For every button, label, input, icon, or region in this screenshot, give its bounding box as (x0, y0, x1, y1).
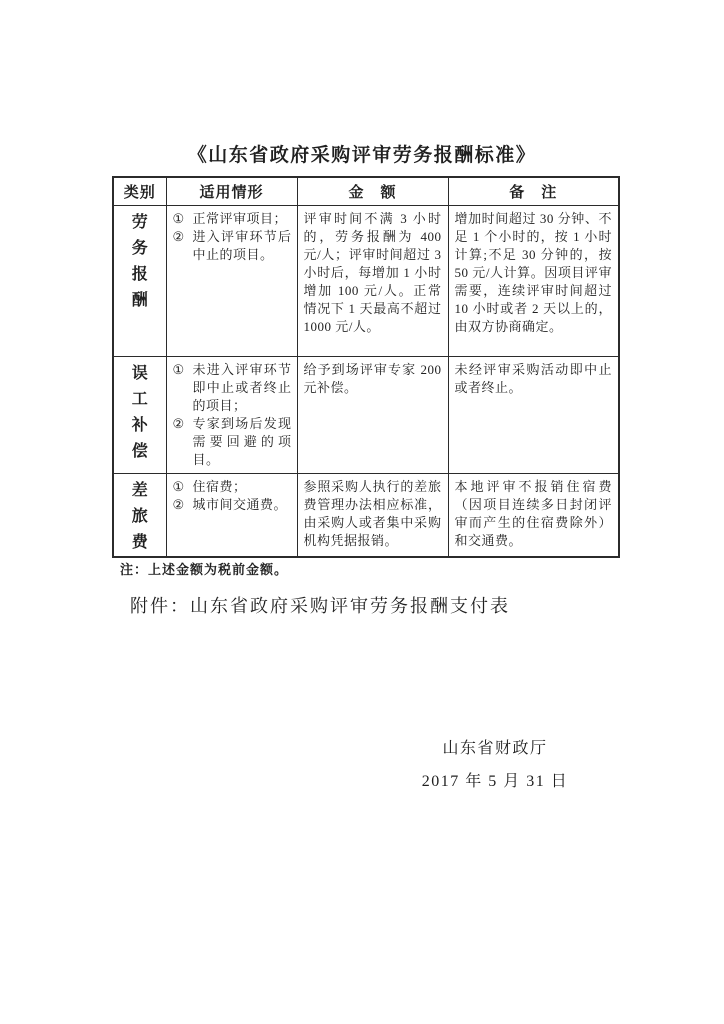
situation-marker: ② (172, 496, 185, 512)
attachment-line: 附件：山东省政府采购评审劳务报酬支付表 (130, 596, 510, 616)
category-char: 劳 (131, 213, 148, 231)
header-category: 类别 (113, 177, 166, 205)
remark-cell: 未经评审采购活动即中止或者终止。 (448, 356, 619, 473)
table-row (113, 473, 619, 557)
situation-marker: ① (172, 478, 185, 494)
amount-cell: 参照采购人执行的差旅费管理办法相应标准，由采购人或者集中采购机构凭据报销。 (297, 473, 448, 557)
header-situation: 适用情形 (166, 177, 297, 205)
situation-item (173, 228, 292, 264)
issue-date: 2017 年 5 月 31 日 (421, 773, 569, 790)
situation-cell (166, 473, 297, 557)
situation-text: 未进入评审环节即中止或者终止的项目； (192, 361, 292, 413)
situation-cell (166, 356, 297, 473)
situation-item (173, 210, 292, 228)
category-char: 差 (131, 481, 148, 499)
category-char: 务 (131, 239, 148, 257)
situation-text: 城市间交通费。 (192, 496, 288, 512)
situation-marker: ② (172, 228, 185, 244)
header-amount: 金 额 (297, 177, 448, 205)
situation-marker: ② (172, 415, 185, 431)
category-char: 误 (131, 364, 148, 382)
situation-marker: ① (172, 361, 185, 377)
amount-cell: 评审时间不满 3 小时的，劳务报酬为 400 元/人；评审时间超过 3 小时后，每增加 1 小时增加 100 元/人。正常情况下 1 天最高不超过 1000 元/人。 (297, 205, 448, 356)
category-cell (113, 205, 166, 356)
category-char: 报 (131, 265, 148, 283)
situation-item (173, 496, 292, 514)
remark-cell: 增加时间超过 30 分钟、不足 1 个小时的，按 1 小时计算;不足 30 分钟的，按 50 元/人计算。因项目评审需要，连续评审时间超过 10 小时或者 2 天以上的，由双方协商确定。 (448, 205, 619, 356)
table-body (113, 205, 619, 557)
category-char: 偿 (131, 442, 148, 460)
situation-item (173, 361, 292, 415)
category-char: 酬 (131, 291, 148, 309)
category-cell (113, 473, 166, 557)
document-title: 《山东省政府采购评审劳务报酬标准》 (187, 145, 537, 166)
situation-cell (166, 205, 297, 356)
situation-text: 正常评审项目； (192, 210, 288, 226)
situation-marker: ① (172, 210, 185, 226)
category-char: 补 (131, 416, 148, 434)
header-remark: 备 注 (448, 177, 619, 205)
issuer-name: 山东省财政厅 (442, 740, 548, 757)
category-char: 费 (131, 533, 148, 551)
remark-cell: 本地评审不报销住宿费（因项目连续多日封闭评审而产生的住宿费除外）和交通费。 (448, 473, 619, 557)
table-row (113, 356, 619, 473)
table-row (113, 205, 619, 356)
amount-cell: 给予到场评审专家 200 元补偿。 (297, 356, 448, 473)
situation-item (173, 478, 292, 496)
category-char: 旅 (131, 507, 148, 525)
category-char: 工 (131, 390, 148, 408)
situation-text: 专家到场后发现需要回避的项目。 (192, 415, 292, 467)
category-cell (113, 356, 166, 473)
remuneration-standards-table (112, 176, 620, 558)
situation-text: 进入评审环节后中止的项目。 (192, 228, 292, 262)
situation-text: 住宿费； (192, 478, 247, 494)
table-header-row (113, 177, 619, 205)
signature-block (365, 738, 625, 793)
tax-footnote: 注：上述金额为税前金额。 (120, 562, 289, 577)
situation-item (173, 415, 292, 469)
